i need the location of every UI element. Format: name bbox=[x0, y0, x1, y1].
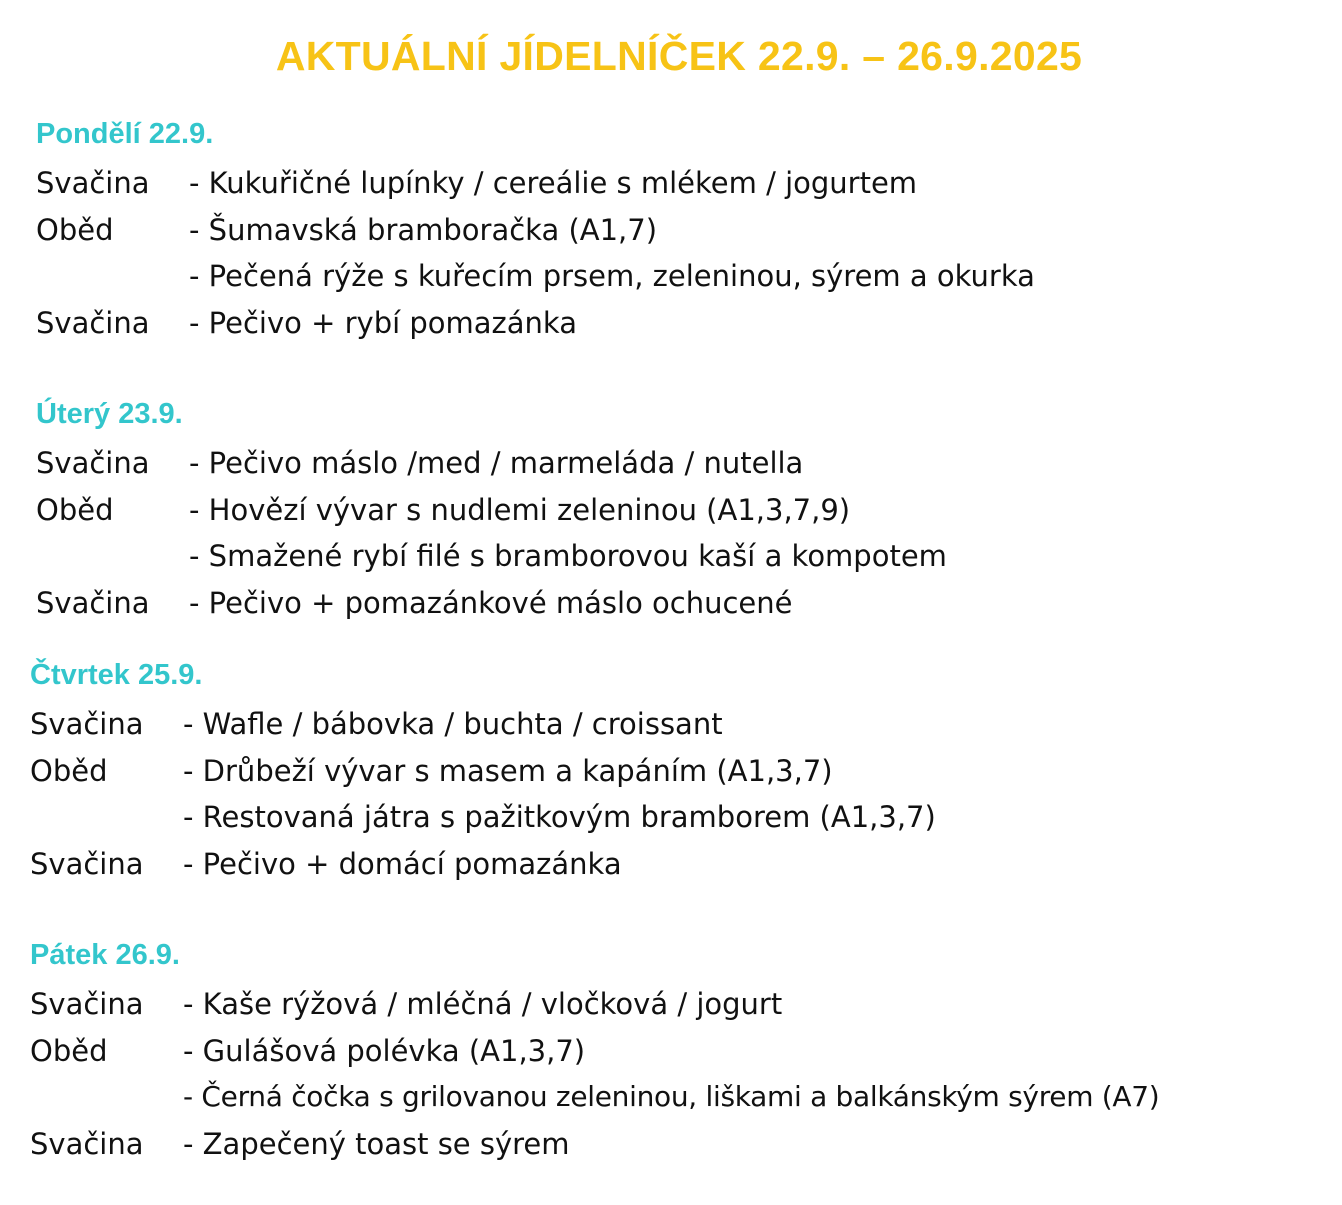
day-heading: Pondělí 22.9. bbox=[36, 118, 214, 150]
meal-label: Svačina bbox=[30, 847, 144, 881]
meal-label: Svačina bbox=[30, 1127, 144, 1161]
meal-label: Oběd bbox=[36, 493, 114, 527]
meal-dish: - Smažené rybí filé s bramborovou kaší a kompotem bbox=[189, 539, 947, 573]
meal-dish: - Hovězí vývar s nudlemi zeleninou (A1,3,7,9) bbox=[189, 493, 851, 527]
meal-dish: - Kaše rýžová / mléčná / vločková / jogurt bbox=[183, 987, 783, 1021]
meal-label: Svačina bbox=[30, 707, 144, 741]
meal-dish: - Restovaná játra s pažitkovým bramborem (A1,3,7) bbox=[183, 800, 936, 834]
meal-label: Oběd bbox=[36, 213, 114, 247]
meal-dish: - Pečivo + rybí pomazánka bbox=[189, 306, 577, 340]
menu-title: AKTUÁLNÍ JÍDELNÍČEK 22.9. – 26.9.2025 bbox=[275, 33, 1083, 79]
day-heading: Úterý 23.9. bbox=[36, 398, 183, 430]
meal-label: Oběd bbox=[30, 754, 108, 788]
meal-dish: - Černá čočka s grilovanou zeleninou, liškami a balkánským sýrem (A7) bbox=[183, 1080, 1160, 1113]
day-heading: Čtvrtek 25.9. bbox=[30, 659, 203, 691]
meal-dish: - Šumavská bramboračka (A1,7) bbox=[189, 213, 658, 247]
meal-dish: - Zapečený toast se sýrem bbox=[183, 1127, 570, 1161]
meal-dish: - Wafle / bábovka / buchta / croissant bbox=[183, 707, 723, 741]
meal-label: Svačina bbox=[36, 306, 150, 340]
meal-dish: - Drůbeží vývar s masem a kapáním (A1,3,7) bbox=[183, 754, 833, 788]
meal-label: Svačina bbox=[36, 446, 150, 480]
meal-dish: - Pečivo + domácí pomazánka bbox=[183, 847, 622, 881]
day-heading: Pátek 26.9. bbox=[30, 939, 180, 971]
meal-label: Svačina bbox=[36, 586, 150, 620]
meal-dish: - Pečivo + pomazánkové máslo ochucené bbox=[189, 586, 793, 620]
meal-dish: - Pečivo máslo /med / marmeláda / nutella bbox=[189, 446, 804, 480]
meal-dish: - Kukuřičné lupínky / cereálie s mlékem / jogurtem bbox=[189, 166, 918, 200]
meal-label: Svačina bbox=[30, 987, 144, 1021]
meal-label: Oběd bbox=[30, 1034, 108, 1068]
meal-label: Svačina bbox=[36, 166, 150, 200]
meal-dish: - Gulášová polévka (A1,3,7) bbox=[183, 1034, 586, 1068]
meal-dish: - Pečená rýže s kuřecím prsem, zeleninou, sýrem a okurka bbox=[189, 259, 1035, 293]
